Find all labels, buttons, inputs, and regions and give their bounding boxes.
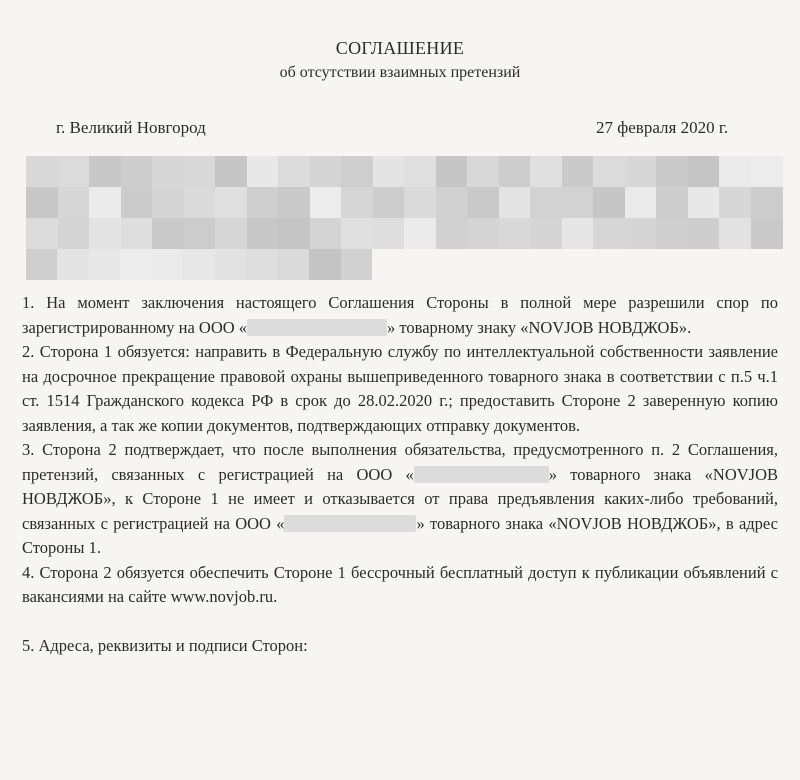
redaction-cell (656, 218, 688, 249)
redaction-cell (436, 218, 468, 249)
redaction-cell (467, 156, 499, 187)
redaction-cell (184, 156, 216, 187)
redaction-cell (278, 218, 310, 249)
redaction-cell (89, 249, 121, 280)
redaction-cell (656, 156, 688, 187)
redaction-cell (184, 187, 216, 218)
redaction-cell (562, 187, 594, 218)
redaction-cell (278, 156, 310, 187)
redacted-company-name (414, 466, 549, 483)
document-date: 27 февраля 2020 г. (596, 118, 729, 137)
redaction-cell (593, 187, 625, 218)
redaction-cell (152, 218, 184, 249)
redaction-cell (719, 218, 751, 249)
redaction-cell (593, 218, 625, 249)
redaction-cell (310, 218, 342, 249)
redacted-company-name (247, 319, 387, 336)
redaction-cell (467, 218, 499, 249)
redaction-cell (89, 156, 121, 187)
clause-1-text-a: 1. На момент заключения настоящего Соглашения Стороны в полной мере разрешили спор по зарегистрированному на ООО « (22, 293, 778, 337)
document-subtitle: об отсутствии взаимных претензий (279, 64, 521, 81)
spacer (22, 610, 778, 635)
redaction-cell (341, 218, 373, 249)
redaction-cell (593, 156, 625, 187)
redaction-cell (215, 156, 247, 187)
redaction-cell (341, 187, 373, 218)
redaction-cell (656, 187, 688, 218)
redaction-cell (499, 156, 531, 187)
redaction-cell (499, 218, 531, 249)
redaction-cell (58, 187, 90, 218)
redaction-cell (57, 249, 89, 280)
redaction-cell (436, 156, 468, 187)
clause-4: 4. Сторона 2 обязуется обеспечить Стороне 1 бессрочный бесплатный доступ к публикации объявлений с вакансиями на сайте www.novjob.ru. (22, 562, 778, 606)
redaction-cell (499, 187, 531, 218)
redaction-cell (26, 156, 58, 187)
clause-1-text-b: » товарному знаку «NOVJOB НОВДЖОБ». (387, 317, 692, 337)
redaction-cell (373, 218, 405, 249)
redaction-cell (530, 156, 562, 187)
redaction-cell (625, 187, 657, 218)
redaction-cell (404, 218, 436, 249)
redaction-cell (404, 187, 436, 218)
redaction-cell (152, 156, 184, 187)
redaction-cell (247, 156, 279, 187)
redaction-cell (120, 249, 152, 280)
redaction-cell (89, 187, 121, 218)
redaction-cell (373, 156, 405, 187)
redaction-cell (26, 249, 58, 280)
clause-2: 2. Сторона 1 обязуется: направить в Федеральную службу по интеллектуальной собственности заявление на досрочное прекращение правовой охраны вышеприведенного товарного знака в соответствии с п.5 ч.1 ст. 1514 Гражданского кодекса РФ в срок до 28.02.2020 г.; предоставить Стороне 2 заверенную копию заявления, а так же копии документов, подтверждающих отправку документов. (22, 342, 778, 435)
redaction-cell (688, 218, 720, 249)
redaction-cell (404, 156, 436, 187)
redaction-cell (278, 249, 310, 280)
redaction-cell (530, 187, 562, 218)
redaction-cell (309, 249, 341, 280)
redacted-company-name (284, 515, 416, 532)
redaction-cell (247, 187, 279, 218)
redaction-cell (436, 187, 468, 218)
redaction-cell (530, 218, 562, 249)
document-city: г. Великий Новгород (56, 118, 206, 137)
redaction-cell (310, 156, 342, 187)
redaction-cell (184, 218, 216, 249)
clause-1 (22, 291, 778, 340)
redaction-cell (121, 156, 153, 187)
clause-3-text-b: » товарного знака «NOVJOB НОВДЖОБ», к Стороне 1 не имеет и отказывается от права предъявления каких-либо требований, связанных с регистрацией на ООО « (22, 464, 778, 533)
redaction-cell (121, 218, 153, 249)
redaction-cell (121, 187, 153, 218)
redaction-cell (215, 218, 247, 249)
redaction-cell (341, 249, 373, 280)
clause-5: 5. Адреса, реквизиты и подписи Сторон: (22, 636, 308, 655)
redaction-cell (373, 187, 405, 218)
redaction-cell (562, 218, 594, 249)
redaction-cell (625, 218, 657, 249)
redaction-cell (719, 156, 751, 187)
redaction-cell (152, 249, 184, 280)
redaction-cell (26, 187, 58, 218)
redaction-cell (751, 156, 783, 187)
redaction-cell (215, 249, 247, 280)
clause-3-text-a: 3. Сторона 2 подтверждает, что после выполнения обязательства, предусмотренного п. 2 Соглашения, претензий, связанных с регистрацией на ООО « (22, 440, 778, 484)
redaction-cell (247, 218, 279, 249)
redaction-cell (751, 187, 783, 218)
redaction-cell (58, 156, 90, 187)
clause-3-text-c: » товарного знака «NOVJOB НОВДЖОБ», в адрес Стороны 1. (22, 513, 778, 557)
redaction-cell (719, 187, 751, 218)
redaction-cell (562, 156, 594, 187)
redaction-cell (152, 187, 184, 218)
redaction-cell (688, 156, 720, 187)
redaction-cell (58, 218, 90, 249)
agreement-body (22, 291, 778, 659)
redaction-cell (625, 156, 657, 187)
redaction-cell (26, 218, 58, 249)
clause-3 (22, 438, 778, 561)
redaction-cell (688, 187, 720, 218)
document-title: СОГЛАШЕНИЕ (335, 38, 465, 58)
redaction-cell (278, 187, 310, 218)
redaction-cell (467, 187, 499, 218)
redaction-cell (751, 218, 783, 249)
redaction-cell (215, 187, 247, 218)
redaction-cell (341, 156, 373, 187)
redaction-cell (310, 187, 342, 218)
redaction-cell (246, 249, 278, 280)
redaction-cell (183, 249, 215, 280)
redaction-cell (89, 218, 121, 249)
